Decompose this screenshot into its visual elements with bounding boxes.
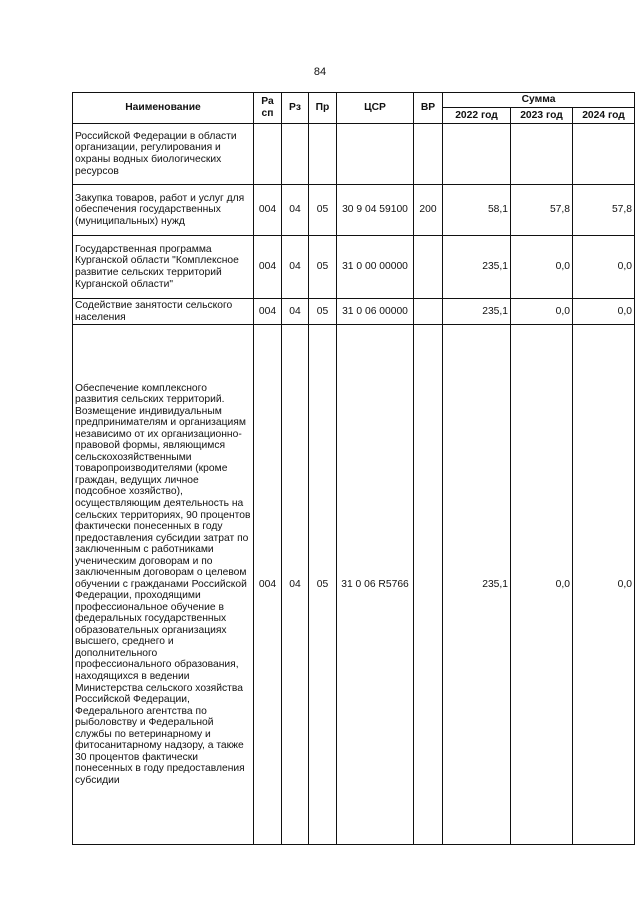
row-rasp xyxy=(254,124,282,185)
header-pr: Пр xyxy=(309,93,337,124)
row-sum-2024: 0,0 xyxy=(573,299,635,325)
row-sum-2022: 235,1 xyxy=(443,299,511,325)
row-pr xyxy=(309,124,337,185)
row-rz xyxy=(282,124,309,185)
row-sum-2024: 0,0 xyxy=(573,236,635,299)
row-pr: 05 xyxy=(309,236,337,299)
row-rz: 04 xyxy=(282,236,309,299)
row-pr: 05 xyxy=(309,185,337,236)
row-rz: 04 xyxy=(282,185,309,236)
row-name: Содействие занятости сельского населения xyxy=(73,299,254,325)
row-rz: 04 xyxy=(282,299,309,325)
row-sum-2022: 58,1 xyxy=(443,185,511,236)
table-row xyxy=(73,299,635,325)
row-vr: 200 xyxy=(414,185,443,236)
row-sum-2023 xyxy=(511,124,573,185)
row-csr: 31 0 06 00000 xyxy=(337,299,414,325)
row-sum-2023: 0,0 xyxy=(511,299,573,325)
header-sum: Сумма xyxy=(443,93,635,108)
row-rasp: 004 xyxy=(254,236,282,299)
row-csr: 31 0 00 00000 xyxy=(337,236,414,299)
header-year-2022: 2022 год xyxy=(443,108,511,124)
row-vr xyxy=(414,124,443,185)
header-csr: ЦСР xyxy=(337,93,414,124)
row-sum-2024: 0,0 xyxy=(573,325,635,845)
table-row xyxy=(73,185,635,236)
header-rasp: Ра сп xyxy=(254,93,282,124)
table-row xyxy=(73,325,635,845)
header-name: Наименование xyxy=(73,93,254,124)
header-year-2024: 2024 год xyxy=(573,108,635,124)
page-number: 84 xyxy=(313,66,327,78)
row-pr: 05 xyxy=(309,299,337,325)
row-csr xyxy=(337,124,414,185)
row-rasp: 004 xyxy=(254,185,282,236)
row-name: Обеспечение комплексного развития сельских территорий. Возмещение индивидуальным предпринимателям и организациям независимо от их организационно-правовой формы, являющимся сельскохозяйственными товаропроизводителями (кроме граждан, ведущих личное подсобное хозяйство), осуществляющим деятельность на сельских территориях, 90 процентов фактически понесенных в году предоставления субсидии затрат по заключенным с работниками ученическим договорам и по заключенным договорам о целевом обучении с гражданами Российской Федерации, проходящими профессиональное обучение в федеральных государственных образовательных организациях высшего, среднего и дополнительного профессионального образования, находящихся в ведении Министерства сельского хозяйства Российской Федерации, Федерального агентства по рыболовству и Федеральной службы по ветеринарному и фитосанитарному надзору, а также 30 процентов фактически понесенных в году предоставления субсидии xyxy=(73,325,254,845)
row-sum-2024 xyxy=(573,124,635,185)
header-vr: ВР xyxy=(414,93,443,124)
row-csr: 31 0 06 R5766 xyxy=(337,325,414,845)
row-rz: 04 xyxy=(282,325,309,845)
row-name: Российской Федерации в области организации, регулирования и охраны водных биологических ресурсов xyxy=(73,124,254,185)
row-vr xyxy=(414,236,443,299)
row-sum-2022 xyxy=(443,124,511,185)
row-vr xyxy=(414,299,443,325)
row-csr: 30 9 04 59100 xyxy=(337,185,414,236)
row-name: Государственная программа Курганской области "Комплексное развитие сельских территорий Курганской области" xyxy=(73,236,254,299)
row-rasp: 004 xyxy=(254,299,282,325)
budget-table xyxy=(72,92,635,845)
header-rz: Рз xyxy=(282,93,309,124)
row-sum-2023: 0,0 xyxy=(511,236,573,299)
table-row xyxy=(73,124,635,185)
row-sum-2024: 57,8 xyxy=(573,185,635,236)
header-year-2023: 2023 год xyxy=(511,108,573,124)
row-sum-2023: 0,0 xyxy=(511,325,573,845)
table-row xyxy=(73,236,635,299)
row-sum-2022: 235,1 xyxy=(443,325,511,845)
row-pr: 05 xyxy=(309,325,337,845)
row-vr xyxy=(414,325,443,845)
row-name: Закупка товаров, работ и услуг для обеспечения государственных (муниципальных) нужд xyxy=(73,185,254,236)
row-rasp: 004 xyxy=(254,325,282,845)
row-sum-2022: 235,1 xyxy=(443,236,511,299)
row-sum-2023: 57,8 xyxy=(511,185,573,236)
